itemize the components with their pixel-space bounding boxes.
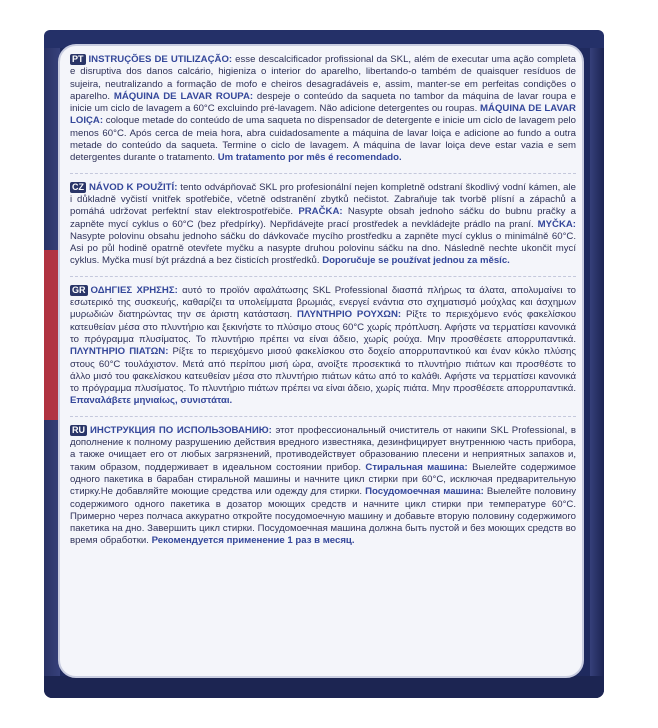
language-badge-gr: GR bbox=[72, 284, 86, 295]
section-body bbox=[70, 425, 576, 547]
section-heading: ΟΔΗΓΙΕΣ ΧΡΗΣΗΣ: bbox=[90, 284, 178, 296]
instruction-text: esse descalcificador profissional da SKL, além de executar uma ação completa e disruptiva dos danos calcário, higieniza o interior do aparelho, libertando-o também de quaisquer resíduos de sujeira, neutralizando a formação de mofo e cheiros desagradáveis e, assim, manter-se em perfeitas condições o aparelho. bbox=[70, 54, 576, 102]
section-body bbox=[70, 54, 576, 163]
subheading-text: Um tratamento por mês é recomendado. bbox=[217, 152, 402, 164]
section-heading: NÁVOD K POUŽITÍ: bbox=[89, 181, 178, 193]
subheading-text: MYČKA: bbox=[537, 218, 576, 230]
section-cz bbox=[70, 173, 576, 268]
instruction-text: Выелейте половину содержимого одного пакетика в дозатор моющих средств и начните цикл стирки при температуре 60°C. Примерно через полчаса аккуратно откройте посудомоечную машину и добавьте вторую половину содержимого пакетика на дно. Завершить цикл стирки. Посудомоечная машина должна быть пустой и без моющих средств во время обработки. bbox=[70, 486, 576, 547]
instruction-text: Nasypte obsah jednoho sáčku do bubnu pračky a zapněte mycí cyklus o 60°C (bez předpírky). Nepřidávejte prací prostředek a nevkládejte prádlo na praní. bbox=[70, 206, 576, 230]
instruction-text: αυτό το προϊόν αφαλάτωσης SKL Professional διασπά πλήρως τα άλατα, απολυμαίνει το εσωτερικό της συσκευής, καθαρίζει τα υπολείμματα βρωμιάς, ενεργεί ενάντια στο σχηματισμό μούχλας και άσχημων μυρωδιών διατηρώντας την σε άριστη κατάσταση. bbox=[70, 284, 576, 321]
subheading-text: Посудомоечная машина: bbox=[365, 486, 484, 498]
subheading-text: Doporučuje se používat jednou za měsíc. bbox=[322, 255, 510, 267]
instruction-text: Nasypte polovinu obsahu jednoho sáčku do dávkovače mycího prostředku a zapněte mycí cyklus o minimálně 60°C. Asi po půl hodině opatrně otevřete myčku a nasypte druhou polovinu sáčku na dno. Následně nechte ukončit mycí cyklus. Myčka musí být prázdná a bez čisticích prostředků. bbox=[70, 230, 576, 267]
section-pt bbox=[70, 54, 576, 165]
subheading-text: Стиральная машина: bbox=[365, 461, 468, 473]
package-side-strip bbox=[44, 250, 58, 420]
section-body bbox=[70, 285, 576, 407]
instruction-text: despeje o conteúdo da saqueta no tambor da máquina de lavar roupa e inicie um ciclo de lavagem a 60°C excluindo pré-lavagem. Não adicione detergentes ou roupas. bbox=[70, 90, 576, 115]
section-ru bbox=[70, 416, 576, 548]
language-badge-cz: CZ bbox=[72, 181, 84, 192]
section-heading: INSTRUÇÕES DE UTILIZAÇÃO: bbox=[88, 54, 233, 65]
section-gr bbox=[70, 276, 576, 408]
section-body bbox=[70, 182, 576, 267]
subheading-text: MÁQUINA DE LAVAR LOIÇA: bbox=[70, 103, 576, 127]
subheading-text: ΠΛΥΝΤΗΡΙΟ ΡΟΥΧΩΝ: bbox=[296, 309, 402, 321]
instruction-text: Ρίξτε το περιεχόμενο ενός φακελίσκου κατευθείαν μέσα στο πλυντήριο και ξεκινήστε το πλύσιμο στους 60°C χωρίς πρόπλυση. Αφήστε να τερματίσει κανονικά το πρόγραμμα πλυσίματος. Το πλυντήριο πρέπει να είναι άδειο, χωρίς ρούχα. Μην προσθέσετε απορρυπαντικά. bbox=[70, 309, 576, 345]
package-right-edge bbox=[590, 48, 604, 688]
instruction-text: этот профессиональный очиститель от накипи SKL Professional, в дополнение к полному разрушению действия вредного известняка, дезинфицирует внутреннюю часть прибора, а также очищает его от любых загрязнений, противодействует образованию плесени и неприятных запахов и, таким образом, поддерживает в идеальном состоянии прибор. bbox=[70, 424, 576, 473]
subheading-text: MÁQUINA DE LAVAR ROUPA: bbox=[113, 90, 254, 102]
instruction-text: Выелейте содержимое одного пакетика в барабан стиральной машины и начните цикл стирки при 60°C, исключая предварительную стирку.Не добавляйте моющие средства или одежду для стирки. bbox=[70, 461, 576, 498]
subheading-text: PRAČKA: bbox=[298, 206, 343, 218]
language-badge-pt: PT bbox=[72, 54, 84, 64]
package-bottom-edge bbox=[44, 676, 604, 698]
subheading-text: Επαναλάβετε μηνιαίως, συνιστάται. bbox=[70, 395, 233, 407]
language-badge-ru: RU bbox=[72, 424, 85, 435]
instructions-content bbox=[70, 54, 576, 548]
instruction-text: Ρίξτε το περιεχόμενο μισού φακελίσκου στο δοχείο απορρυπαντικού και έναν κύκλο πλύσης στους 60°C τουλάχιστον. Μετά από περίπου μισή ώρα, ανοίξτε προσεκτικά το πλυντήριο πιάτων και προσθέστε το άλλο μισό του φακελίσκου κατευθείαν μέσα στο πλυντήριο πιάτων κάτω από το καλάθι. Αφήστε να τερματίσει κανονικά το πρόγραμμα πλυσίματος. Το πλυντήριο πιάτων πρέπει να είναι άδειο, χωρίς πιάτα. Μην προσθέσετε απορρυπαντικά. bbox=[70, 346, 576, 395]
section-heading: ИНСТРУКЦИЯ ПО ИСПОЛЬЗОВАНИЮ: bbox=[90, 424, 272, 436]
subheading-text: ΠΛΥΝΤΗΡΙΟ ΠΙΑΤΩΝ: bbox=[70, 346, 169, 358]
instruction-text: tento odvápňovač SKL pro profesionální nejen kompletně odstraní škodlivý vodní kámen, ale i důkladně vyčistí vnitřek spotřebiče, včetně odstranění zbytků nečistot. Zabraňuje tak tvorbě plísní a zápachů a pomáhá udržovat perfektní stav elektrospotřebiče. bbox=[70, 181, 576, 218]
subheading-text: Рекомендуется применение 1 раз в месяц. bbox=[151, 535, 355, 547]
instruction-text: coloque metade do conteúdo de uma saqueta no dispensador de detergente e inicie um ciclo de lavagem pelo menos 60°C. Após cerca de meia hora, abra cuidadosamente a máquina de lavar loiça e adicione ao fundo a outra metade do conteúdo da saqueta. Termine o ciclo de lavagem. A máquina de lavar loiça deve estar vazia e sem detergentes durante o tratamento. bbox=[70, 115, 576, 164]
